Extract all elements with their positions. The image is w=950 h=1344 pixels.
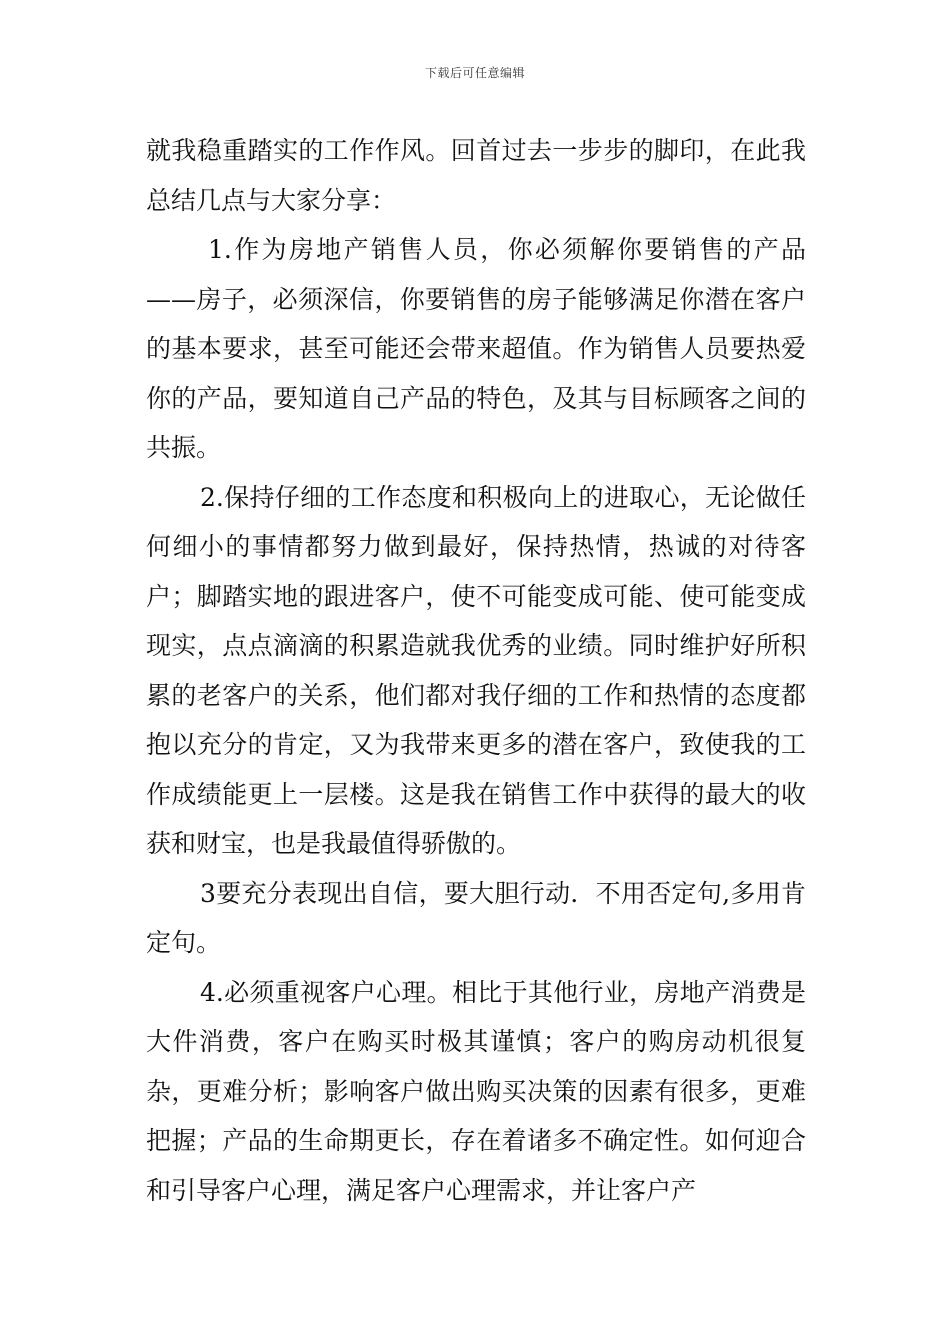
paragraph-point-4: 4.必须重视客户心理。相比于其他行业，房地产消费是大件消费，客户在购买时极其谨慎；客户的购房动机很复杂，更难分析；影响客户做出购买决策的因素有很多，更难把握；产品的生命期更长，存在着诸多不确定性。如何迎合和引导客户心理，满足客户心理需求，并让客户产	[146, 977, 806, 1205]
paragraph-point-2: 2.保持仔细的工作态度和积极向上的进取心，无论做任何细小的事情都努力做到最好，保持热情，热诚的对待客户；脚踏实地的跟进客户，使不可能变成可能、使可能变成现实，点点滴滴的积累造就我优秀的业绩。同时维护好所积累的老客户的关系，他们都对我仔细的工作和热情的态度都抱以充分的肯定，又为我带来更多的潜在客户，致使我的工作成绩能更上一层楼。这是我在销售工作中获得的最大的收获和财宝，也是我最值得骄傲的。	[146, 482, 806, 858]
paragraph-intro: 就我稳重踏实的工作作风。回首过去一步步的脚印，在此我总结几点与大家分享：	[146, 136, 806, 215]
page-header-note: 下载后可任意编辑	[424, 66, 525, 80]
paragraph-point-1: 1.作为房地产销售人员，你必须解你要销售的产品——房子，必须深信，你要销售的房子能够满足你潜在客户的基本要求，甚至可能还会带来超值。作为销售人员要热爱你的产品，要知道自己产品的特色，及其与目标顾客之间的共振。	[146, 235, 806, 462]
paragraph-point-3: 3要充分表现出自信，要大胆行动．不用否定句,多用肯定句。	[146, 878, 806, 957]
document-body	[146, 126, 806, 1215]
